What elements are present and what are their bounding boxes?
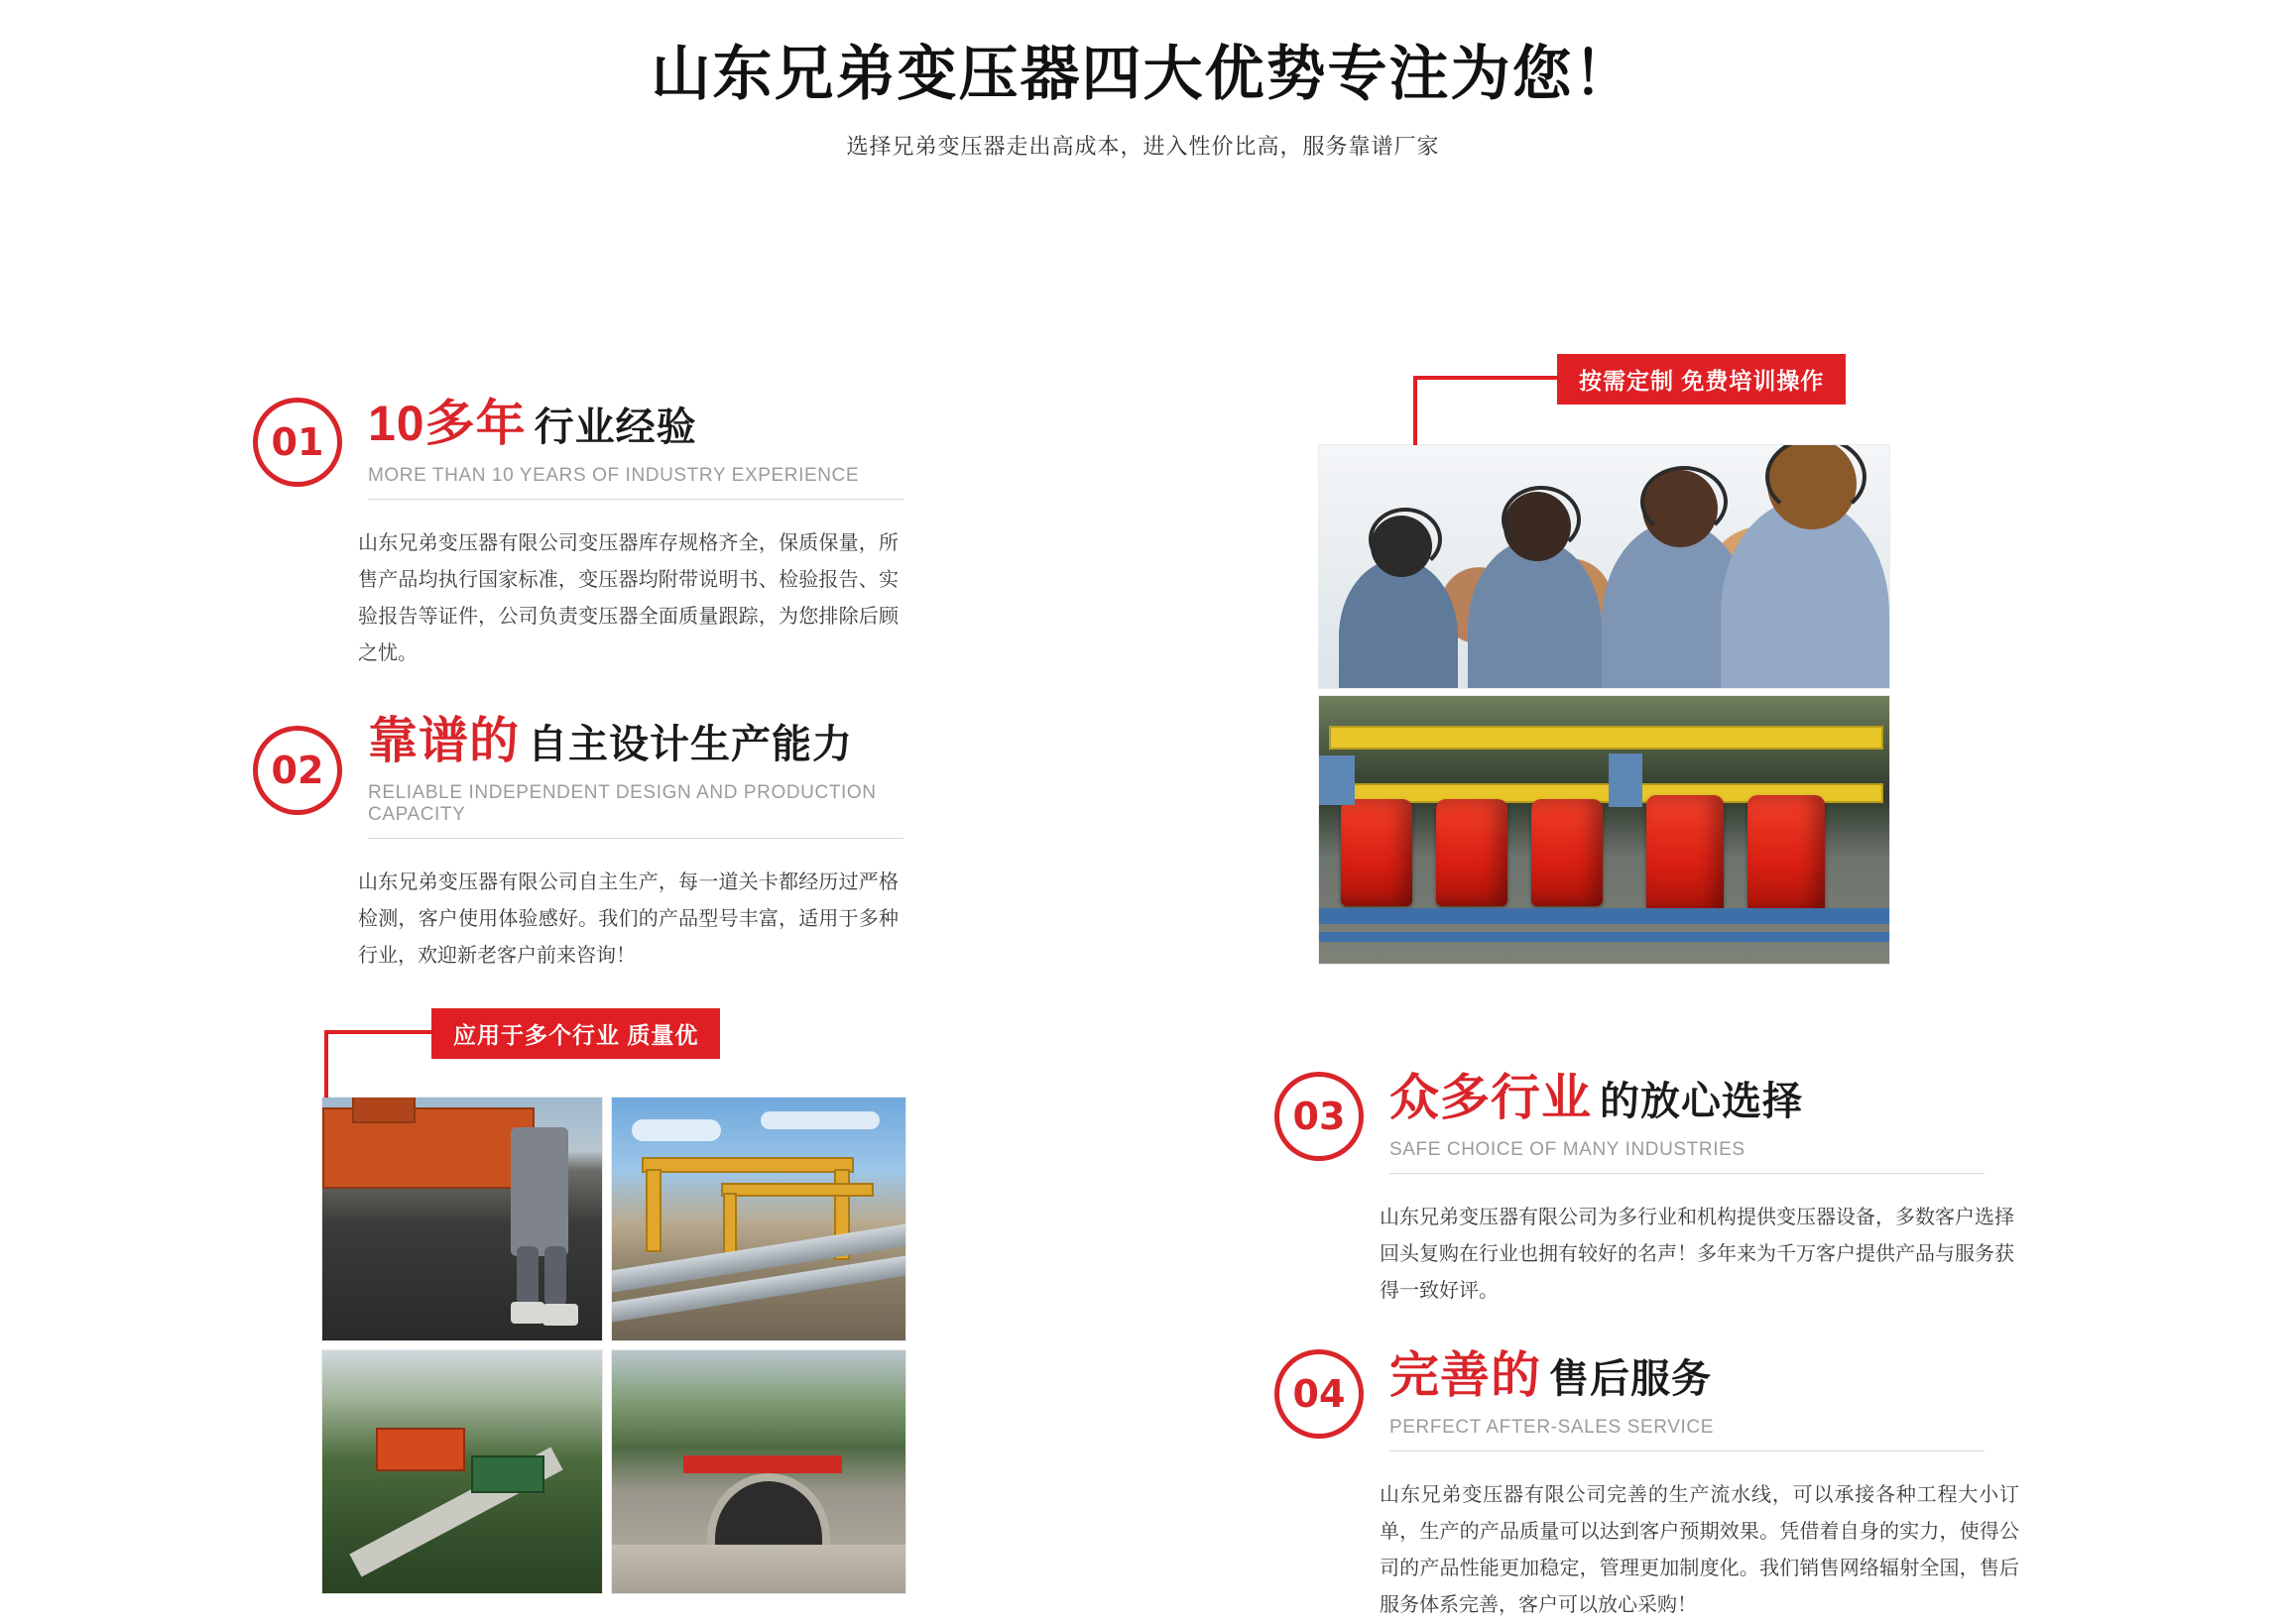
tag-connector-line-left xyxy=(324,1030,437,1102)
page-title: 山东兄弟变压器四大优势专注为您！ xyxy=(651,41,1635,107)
feature-01-number: 01 xyxy=(253,398,342,487)
feature-02-title-red: 靠谱的 xyxy=(368,713,520,768)
tag-connector-line-right xyxy=(1413,376,1571,449)
feature-02-body: 山东兄弟变压器有限公司自主生产，每一道关卡都经历过严格检测，客户使用体验感好。我们的产品型号丰富，适用于多种行业，欢迎新老客户前来咨询！ xyxy=(358,871,899,967)
photo-road-paving xyxy=(322,1098,602,1340)
photo-gantry-crane xyxy=(612,1098,905,1340)
tag-custom-training-label: 按需定制 免费培训操作 xyxy=(1557,354,1846,405)
right-photo-group xyxy=(1319,354,1889,969)
feature-03-number: 03 xyxy=(1274,1072,1364,1161)
feature-04-heading xyxy=(1274,1335,1988,1451)
left-photo-group xyxy=(322,1008,907,1623)
feature-01-body: 山东兄弟变压器有限公司变压器库存规格齐全，保质保量，所售产品均执行国家标准，变压器均附带说明书、检验报告、实验报告等证件，公司负责变压器全面质量跟踪，为您排除后顾之忧。 xyxy=(358,532,899,664)
feature-02-number: 02 xyxy=(253,726,342,815)
feature-block-04 xyxy=(1274,1335,2019,1624)
feature-04-number: 04 xyxy=(1274,1349,1364,1439)
feature-block-01 xyxy=(253,384,907,672)
feature-01-title-red: 10多年 xyxy=(368,396,527,451)
feature-03-title-dark: 的放心选择 xyxy=(1600,1080,1803,1123)
tag-industries-quality xyxy=(431,1008,720,1059)
feature-01-title-en: MORE THAN 10 YEARS OF INDUSTRY EXPERIENCE xyxy=(368,465,903,500)
feature-04-body: 山东兄弟变压器有限公司完善的生产流水线，可以承接各种工程大小订单，生产的产品质量可以达到客户预期效果。凭借着自身的实力，使得公司的产品性能更加稳定，管理更加制度化。我们销售网络辐射全国，售后服务体系完善，客户可以放心采购！ xyxy=(1380,1484,2019,1616)
tag-custom-training xyxy=(1557,354,1846,405)
feature-02-heading xyxy=(253,701,907,839)
photo-tunnel xyxy=(612,1350,905,1593)
page-header xyxy=(0,0,2286,161)
feature-01-heading xyxy=(253,384,907,500)
page-subtitle: 选择兄弟变压器走出高成本，进入性价比高，服务靠谱厂家 xyxy=(846,134,1440,159)
feature-03-body: 山东兄弟变压器有限公司为多行业和机构提供变压器设备，多数客户选择回头复购在行业也拥有较好的名声！多年来为千万客户提供产品与服务获得一致好评。 xyxy=(1380,1207,2014,1302)
feature-04-title-en: PERFECT AFTER-SALES SERVICE xyxy=(1389,1417,1985,1451)
feature-02-title-dark: 自主设计生产能力 xyxy=(528,723,853,766)
photo-transformer xyxy=(1319,696,1889,964)
feature-04-title-red: 完善的 xyxy=(1389,1347,1541,1403)
feature-04-title-dark: 售后服务 xyxy=(1549,1357,1712,1401)
photo-mountain-bridge xyxy=(322,1350,602,1593)
feature-03-title-en: SAFE CHOICE OF MANY INDUSTRIES xyxy=(1389,1139,1985,1174)
tag-industries-quality-label: 应用于多个行业 质量优 xyxy=(431,1008,720,1059)
photo-call-center xyxy=(1319,445,1889,688)
feature-block-03 xyxy=(1274,1058,2014,1310)
feature-01-title-dark: 行业经验 xyxy=(534,406,697,449)
feature-03-title-red: 众多行业 xyxy=(1389,1070,1592,1125)
content-area xyxy=(0,161,2286,1616)
feature-03-heading xyxy=(1274,1058,1988,1174)
feature-block-02 xyxy=(253,701,907,975)
feature-02-title-en: RELIABLE INDEPENDENT DESIGN AND PRODUCTION CAPACITY xyxy=(368,782,903,839)
